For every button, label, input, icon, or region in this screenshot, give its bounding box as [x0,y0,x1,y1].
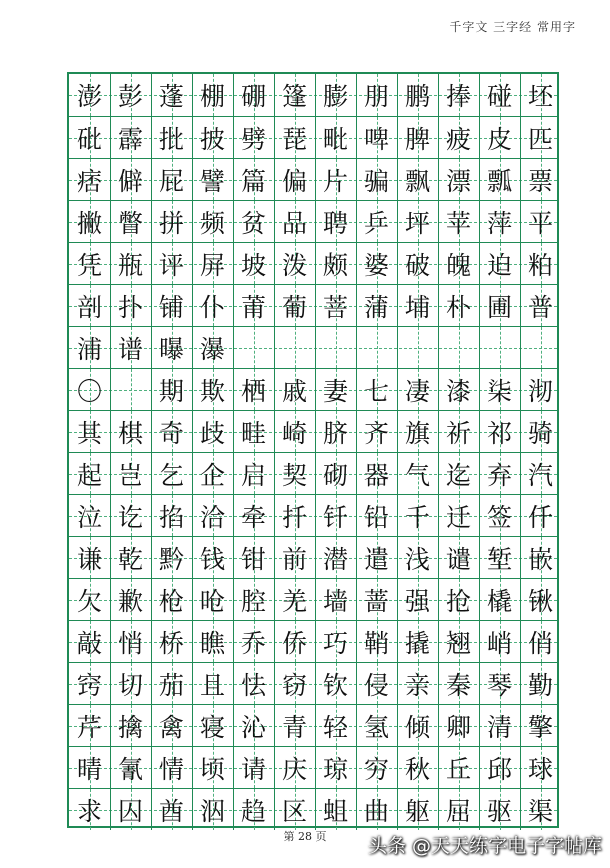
grid-cell: 歉 [117,586,143,616]
grid-row [69,74,557,116]
grid-cell: 七 [363,376,389,406]
grid-cell: 埔 [404,292,430,322]
grid-cell: 柒 [486,376,512,406]
page-header: 千字文 三字经 常用字 [449,20,576,34]
grid-cell: 篷 [281,82,307,111]
grid-cell: 疲 [445,124,471,154]
grid-cell: 庆 [281,754,307,784]
grid-cell: 屁 [158,166,184,196]
grid-cell: 球 [527,754,553,784]
grid-cell: 捧 [445,82,471,111]
grid-cell: 譬 [199,166,225,196]
grid-cell: 驱 [486,796,512,826]
grid-cell: 请 [240,754,266,784]
grid-cell: 琴 [486,670,512,700]
grid-cell: 劈 [240,124,266,154]
grid-cell: 侵 [363,670,389,700]
grid-cell: 氢 [363,712,389,742]
grid-cell: 渠 [527,796,553,826]
grid-cell: 聘 [322,208,348,238]
grid-cell: 瀑 [199,334,225,364]
grid-cell: 片 [322,166,348,196]
grid-cell: 谴 [445,544,471,574]
grid-cell: 敲 [76,628,102,658]
grid-cell: 曲 [363,796,389,826]
grid-cell: 期 [158,376,184,406]
grid-cell: 〇 [76,376,102,406]
grid-cell: 强 [404,586,430,616]
grid-cell [397,327,438,368]
grid-row [69,746,557,788]
grid-cell: 呛 [199,586,225,616]
grid-cell: 乞 [158,460,184,490]
grid-cell: 啤 [363,124,389,154]
grid-cell: 嵌 [527,544,553,574]
grid-row [69,452,557,494]
grid-row [69,536,557,578]
grid-cell: 畦 [240,418,266,448]
grid-cell: 泅 [199,796,225,826]
grid-cell: 浦 [76,334,102,364]
grid-cell: 琼 [322,754,348,784]
grid-cell: 奇 [158,418,184,448]
grid-cell: 蒲 [363,292,389,322]
grid-cell: 旗 [404,418,430,448]
grid-cell: 脐 [322,418,348,448]
grid-cell: 崎 [281,418,307,448]
grid-row [69,578,557,620]
grid-cell: 躯 [404,796,430,826]
grid-cell: 脾 [404,124,430,154]
grid-cell: 堑 [486,544,512,574]
grid-cell: 祁 [486,418,512,448]
grid-cell: 漂 [445,166,471,196]
grid-cell: 桥 [158,628,184,658]
grid-cell: 破 [404,250,430,280]
grid-cell: 屏 [199,250,225,280]
grid-cell: 批 [158,124,184,154]
grid-cell: 蛆 [322,796,348,826]
grid-row [69,620,557,662]
grid-cell [233,327,274,368]
grid-cell: 剖 [76,292,102,322]
grid-cell: 砒 [76,124,102,154]
grid-cell: 泣 [76,502,102,532]
grid-cell: 橇 [486,586,512,616]
grid-row [69,410,557,452]
grid-cell: 妻 [322,376,348,406]
grid-cell: 签 [486,502,512,532]
grid-cell: 窍 [76,670,102,700]
page-number: 第 28 页 [283,830,327,843]
grid-cell: 邱 [486,754,512,784]
grid-row [69,242,557,284]
grid-cell: 勤 [527,670,553,700]
grid-cell [438,327,479,368]
grid-cell [315,327,356,368]
grid-cell: 囚 [117,796,143,826]
grid-cell: 菩 [322,292,348,322]
grid-cell: 瓶 [117,250,143,280]
grid-cell: 迄 [445,460,471,490]
grid-cell: 侨 [281,628,307,658]
grid-cell: 扑 [117,292,143,322]
grid-cell: 求 [76,796,102,826]
grid-cell: 顷 [199,754,225,784]
grid-cell: 撇 [76,208,102,238]
grid-cell: 擎 [527,712,553,742]
grid-row [69,368,557,410]
grid-cell: 乒 [363,208,389,238]
grid-cell: 羌 [281,586,307,616]
grid-cell: 钱 [199,544,225,574]
grid-row [69,788,557,830]
grid-cell: 青 [281,712,307,742]
grid-cell: 千 [404,502,430,532]
grid-cell: 擒 [117,712,143,742]
grid-cell: 戚 [281,376,307,406]
grid-cell: 契 [281,460,307,490]
grid-cell: 砌 [322,460,348,490]
grid-cell: 前 [281,544,307,574]
grid-cell: 瞧 [199,628,225,658]
grid-cell: 蔷 [363,586,389,616]
grid-cell: 匹 [527,124,553,154]
grid-cell: 迫 [486,250,512,280]
grid-cell: 枪 [158,586,184,616]
grid-cell: 萍 [486,208,512,238]
grid-cell: 僻 [117,166,143,196]
grid-cell: 拼 [158,208,184,238]
grid-cell: 潜 [322,544,348,574]
grid-cell: 掐 [158,502,184,532]
grid-cell: 坡 [240,250,266,280]
grid-cell: 棋 [117,418,143,448]
grid-cell: 窃 [281,670,307,700]
grid-cell: 祈 [445,418,471,448]
grid-cell: 偏 [281,166,307,196]
grid-cell: 霹 [117,124,143,154]
grid-cell: 颇 [322,250,348,280]
grid-row [69,116,557,158]
watermark: 头条 @天天练字电子字帖库 [367,835,602,857]
grid-cell: 丘 [445,754,471,784]
grid-cell: 倾 [404,712,430,742]
grid-cell: 秋 [404,754,430,784]
grid-cell: 钳 [240,544,266,574]
grid-cell: 轻 [322,712,348,742]
grid-cell: 毗 [322,124,348,154]
grid-cell: 氰 [117,754,143,784]
grid-cell: 朴 [445,292,471,322]
grid-cell: 齐 [363,418,389,448]
grid-cell: 硼 [240,82,266,111]
grid-row [69,662,557,704]
grid-cell: 篇 [240,166,266,196]
grid-cell: 仟 [527,502,553,532]
grid-cell: 坪 [404,208,430,238]
grid-cell: 器 [363,460,389,490]
grid-cell: 粕 [527,250,553,280]
grid-cell: 贫 [240,208,266,238]
grid-cell: 茄 [158,670,184,700]
grid-cell: 趋 [240,796,266,826]
grid-cell: 铅 [363,502,389,532]
grid-row [69,284,557,326]
grid-cell [274,327,315,368]
grid-cell: 曝 [158,334,184,364]
grid-cell: 启 [240,460,266,490]
grid-cell: 翘 [445,628,471,658]
grid-cell: 清 [486,712,512,742]
grid-cell: 怯 [240,670,266,700]
grid-cell: 栖 [240,376,266,406]
grid-cell: 屈 [445,796,471,826]
grid-cell: 芹 [76,712,102,742]
grid-cell: 谱 [117,334,143,364]
grid-cell: 情 [158,754,184,784]
grid-cell: 峭 [486,628,512,658]
grid-cell: 谦 [76,544,102,574]
grid-cell: 岂 [117,460,143,490]
grid-cell: 棚 [199,82,225,111]
grid-cell: 卿 [445,712,471,742]
grid-cell: 墙 [322,586,348,616]
grid-cell: 婆 [363,250,389,280]
grid-cell: 漆 [445,376,471,406]
grid-cell: 腔 [240,586,266,616]
grid-cell: 鞘 [363,628,389,658]
grid-cell: 莆 [240,292,266,322]
grid-cell: 歧 [199,418,225,448]
grid-cell: 切 [117,670,143,700]
grid-cell: 骑 [527,418,553,448]
grid-row [69,326,557,368]
grid-cell: 锹 [527,586,553,616]
grid-cell: 汽 [527,460,553,490]
grid-cell: 普 [527,292,553,322]
grid-cell: 沁 [240,712,266,742]
grid-cell: 飘 [404,166,430,196]
grid-cell: 葡 [281,292,307,322]
grid-cell [520,327,561,368]
grid-cell: 酋 [158,796,184,826]
grid-cell: 迁 [445,502,471,532]
grid-cell [110,369,151,410]
grid-cell: 抢 [445,586,471,616]
grid-cell: 欠 [76,586,102,616]
grid-cell: 骗 [363,166,389,196]
grid-row [69,200,557,242]
grid-cell: 气 [404,460,430,490]
grid-cell: 且 [199,670,225,700]
grid-cell: 仆 [199,292,225,322]
grid-cell: 寝 [199,712,225,742]
practice-grid [67,72,559,828]
grid-cell: 乔 [240,628,266,658]
grid-cell: 乾 [117,544,143,574]
grid-cell: 坯 [527,82,553,111]
grid-cell: 瞥 [117,208,143,238]
grid-cell: 亲 [404,670,430,700]
grid-cell: 晴 [76,754,102,784]
grid-cell: 凭 [76,250,102,280]
grid-cell: 票 [527,166,553,196]
grid-cell: 膨 [322,82,348,111]
grid-cell: 黔 [158,544,184,574]
grid-cell: 鹏 [404,82,430,111]
grid-cell: 披 [199,124,225,154]
grid-cell: 凄 [404,376,430,406]
grid-cell: 钎 [322,502,348,532]
grid-cell: 其 [76,418,102,448]
grid-cell: 彭 [117,82,143,111]
grid-cell: 朋 [363,82,389,111]
grid-row [69,704,557,746]
grid-cell: 浅 [404,544,430,574]
grid-cell: 巧 [322,628,348,658]
grid-cell: 穷 [363,754,389,784]
grid-cell: 泼 [281,250,307,280]
grid-cell: 瓢 [486,166,512,196]
grid-cell: 澎 [76,82,102,111]
grid-cell: 皮 [486,124,512,154]
grid-cell: 悄 [117,628,143,658]
grid-cell: 钦 [322,670,348,700]
grid-cell [356,327,397,368]
grid-cell: 平 [527,208,553,238]
grid-cell: 企 [199,460,225,490]
grid-cell: 蓬 [158,82,184,111]
grid-cell: 沏 [527,376,553,406]
grid-cell: 撬 [404,628,430,658]
grid-cell: 琵 [281,124,307,154]
grid-cell: 魄 [445,250,471,280]
grid-cell: 评 [158,250,184,280]
grid-cell: 洽 [199,502,225,532]
grid-cell: 欺 [199,376,225,406]
grid-cell: 遣 [363,544,389,574]
grid-cell: 痞 [76,166,102,196]
grid-row [69,158,557,200]
grid-cell: 圃 [486,292,512,322]
grid-cell: 俏 [527,628,553,658]
grid-cell: 弃 [486,460,512,490]
grid-row [69,494,557,536]
grid-cell: 苹 [445,208,471,238]
grid-cell: 起 [76,460,102,490]
grid-cell: 碰 [486,82,512,111]
grid-cell: 频 [199,208,225,238]
grid-cell: 铺 [158,292,184,322]
grid-cell: 秦 [445,670,471,700]
grid-cell: 品 [281,208,307,238]
grid-cell: 禽 [158,712,184,742]
grid-cell: 牵 [240,502,266,532]
grid-cell: 区 [281,796,307,826]
grid-cell [479,327,520,368]
grid-cell: 扦 [281,502,307,532]
grid-cell: 讫 [117,502,143,532]
